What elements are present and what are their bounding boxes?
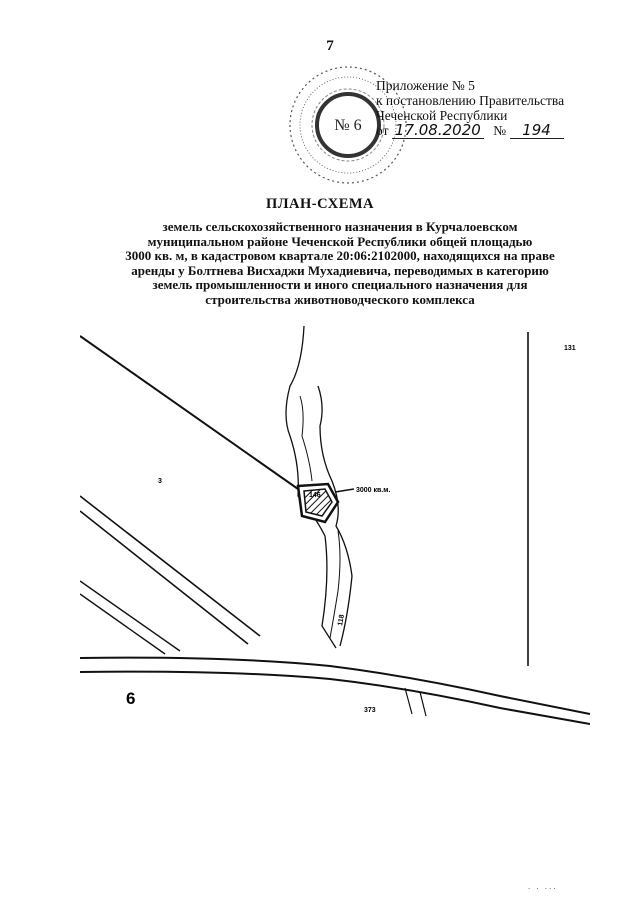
appendix-block [376,78,564,139]
road-diagonal-upper [80,496,260,636]
description-line: муниципальном районе Чеченской Республики общей площадью [147,233,533,249]
description-line: земель промышленности и иного специального назначения для [152,277,528,292]
highway-upper [80,658,590,714]
parcel-label: 146 [309,492,321,499]
stamp-text: № 6 [334,117,362,134]
area-pointer [335,489,354,492]
description-line: строительства животноводческого комплекса [205,291,475,307]
appendix-line-1: Приложение № 5 [376,78,475,93]
page-number: 7 [326,38,334,54]
description-line: аренды у Болтнева Висхаджи Мухадиевича, переводимых в категорию [131,262,549,278]
big-number-label: 6 [126,689,136,708]
handwritten-number: 194 [510,123,564,139]
road-diagonal-2-lower [80,594,165,654]
road-number-label: 118 [337,614,346,627]
description-line: земель сельскохозяйственного назначения в Курчалоевском [162,219,518,234]
top-right-label: 131 [564,345,576,352]
area-label: 3000 кв.м. [356,487,391,494]
appendix-line-2: к постановлению Правительства [376,93,565,108]
document-title: ПЛАН-СХЕМА [265,196,375,212]
road-diagonal-lower [80,511,248,644]
date-prefix: от [376,123,389,138]
road-diagonal-2-upper [80,581,180,651]
footer-marks: . . ... [528,882,558,891]
document-description [90,220,590,307]
handwritten-date: 17.08.2020 [392,123,484,139]
left-field-label: 3 [158,478,162,485]
cadastral-map [80,326,590,726]
appendix-date-line [376,123,564,139]
description-line: 3000 кв. м, в кадастровом квартале 20:06:2102000, находящихся на праве [125,248,555,263]
bottom-field-label: 373 [364,707,376,714]
boundary-line [80,336,308,496]
appendix-line-3: Чеченской Республики [376,108,508,123]
number-prefix: № [493,123,507,138]
